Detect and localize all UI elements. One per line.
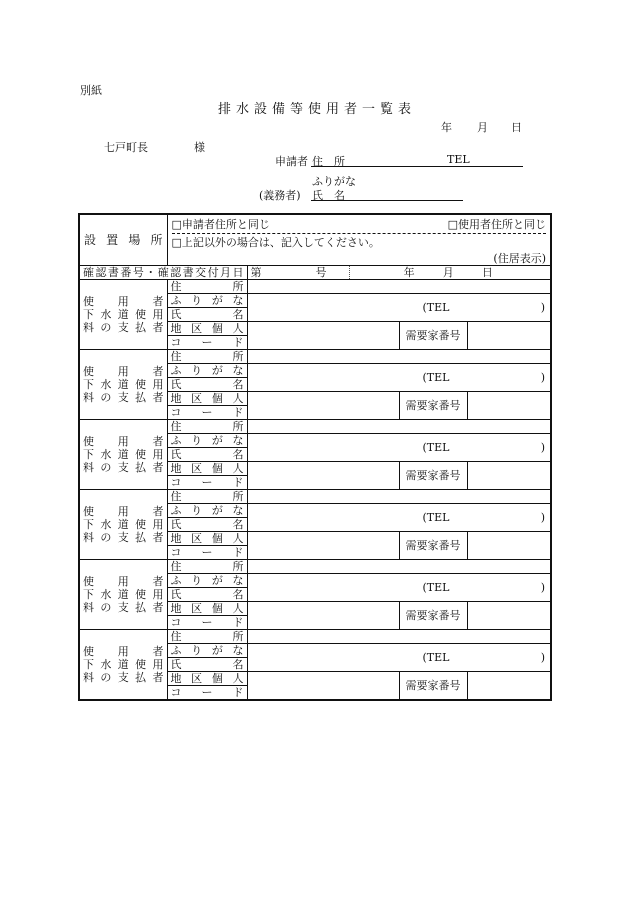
- payer-tel-open: (TEL: [422, 651, 450, 664]
- payer-tel-open: (TEL: [422, 371, 450, 384]
- payer-district-label: 地区個人: [167, 602, 247, 616]
- location-row: [79, 214, 551, 266]
- confirmation-day: 日: [481, 266, 493, 279]
- addressee: 七戸町長: [104, 141, 148, 154]
- furigana-label: ふりがな: [312, 175, 356, 188]
- payer-furigana-label: ふりがな: [167, 574, 247, 588]
- payer-furigana-label: ふりがな: [167, 434, 247, 448]
- payer-district-label: 地区個人: [167, 392, 247, 406]
- payer-customer-number-field[interactable]: [467, 392, 551, 420]
- payer-tel-close: ): [540, 371, 545, 384]
- payer-furigana-label: ふりがな: [167, 294, 247, 308]
- applicant-tel-label: TEL: [447, 153, 470, 166]
- obligor-label: (義務者): [259, 189, 301, 202]
- payer-furigana-label: ふりがな: [167, 504, 247, 518]
- payer-district-label: 地区個人: [167, 322, 247, 336]
- payer-address-field[interactable]: [247, 350, 551, 364]
- payer-address-row: [79, 280, 551, 294]
- honorific: 様: [194, 141, 205, 154]
- payer-address-field[interactable]: [247, 280, 551, 294]
- applicant-name-label: 氏 名: [312, 189, 345, 202]
- payer-address-row: [79, 350, 551, 364]
- payer-name-tel-field[interactable]: [247, 504, 551, 532]
- payer-name-tel-field[interactable]: [247, 364, 551, 392]
- confirmation-year: 年: [403, 266, 415, 279]
- payer-label-line-3: 料の支払者: [83, 601, 164, 614]
- payer-name-tel-field[interactable]: [247, 434, 551, 462]
- payer-label-line-1: 使用者: [83, 295, 164, 308]
- residence-display-note: (住居表示): [493, 251, 546, 265]
- payer-label-line-3: 料の支払者: [83, 671, 164, 684]
- confirmation-row: [79, 266, 551, 280]
- applicant-label: 申請者: [275, 155, 308, 168]
- payer-label-line-3: 料の支払者: [83, 461, 164, 474]
- date-year-label: 年: [441, 121, 452, 134]
- applicant-name-underline: [311, 200, 463, 201]
- payer-district-label: 地区個人: [167, 672, 247, 686]
- payer-customer-number-field[interactable]: [467, 602, 551, 630]
- payer-label-line-2: 下水道使用: [83, 448, 164, 461]
- confirmation-label: 確認書番号・確認書交付月日: [79, 266, 247, 280]
- payer-name-label: 氏名: [167, 588, 247, 602]
- payer-address-label: 住所: [167, 490, 247, 504]
- date-day-label: 日: [511, 121, 522, 134]
- payer-address-field[interactable]: [247, 490, 551, 504]
- payer-name-tel-field[interactable]: [247, 644, 551, 672]
- payer-tel-open: (TEL: [422, 511, 450, 524]
- payer-label-line-1: 使用者: [83, 575, 164, 588]
- user-list-table: [78, 213, 552, 701]
- payer-code-label: コード: [167, 476, 247, 490]
- payer-district-label: 地区個人: [167, 462, 247, 476]
- payer-address-label: 住所: [167, 420, 247, 434]
- payer-address-field[interactable]: [247, 560, 551, 574]
- payer-address-field[interactable]: [247, 420, 551, 434]
- payer-address-label: 住所: [167, 350, 247, 364]
- payer-label-line-3: 料の支払者: [83, 321, 164, 334]
- payer-furigana-label: ふりがな: [167, 644, 247, 658]
- payer-code-label: コード: [167, 616, 247, 630]
- payer-furigana-label: ふりがな: [167, 364, 247, 378]
- payer-customer-number-label: 需要家番号: [399, 532, 467, 560]
- payer-district-code-field[interactable]: [247, 532, 399, 560]
- payer-label: [79, 350, 167, 420]
- confirmation-month: 月: [442, 266, 454, 279]
- same-as-applicant-checkbox[interactable]: □申請者住所と同じ: [171, 217, 270, 231]
- payer-address-label: 住所: [167, 560, 247, 574]
- payer-address-row: [79, 420, 551, 434]
- payer-name-label: 氏名: [167, 658, 247, 672]
- payer-code-label: コード: [167, 686, 247, 701]
- confirmation-number-suffix: 号: [315, 266, 327, 279]
- payer-address-label: 住所: [167, 630, 247, 644]
- payer-label-line-1: 使用者: [83, 435, 164, 448]
- confirmation-field[interactable]: [247, 266, 551, 280]
- payer-customer-number-field[interactable]: [467, 322, 551, 350]
- payer-tel-close: ): [540, 441, 545, 454]
- date-month-label: 月: [477, 121, 488, 134]
- payer-tel-close: ): [540, 581, 545, 594]
- payer-name-label: 氏名: [167, 448, 247, 462]
- payer-customer-number-label: 需要家番号: [399, 602, 467, 630]
- payer-customer-number-label: 需要家番号: [399, 672, 467, 701]
- location-options: [167, 214, 551, 266]
- payer-tel-open: (TEL: [422, 441, 450, 454]
- applicant-address-label: 住 所: [312, 155, 345, 168]
- payer-name-label: 氏名: [167, 518, 247, 532]
- payer-address-label: 住所: [167, 280, 247, 294]
- payer-customer-number-label: 需要家番号: [399, 462, 467, 490]
- payer-tel-close: ): [540, 301, 545, 314]
- payer-label: [79, 560, 167, 630]
- payer-name-label: 氏名: [167, 308, 247, 322]
- payer-label-line-1: 使用者: [83, 645, 164, 658]
- payer-customer-number-field[interactable]: [467, 672, 551, 701]
- payer-code-label: コード: [167, 546, 247, 560]
- payer-label-line-3: 料の支払者: [83, 531, 164, 544]
- payer-district-code-field[interactable]: [247, 672, 399, 701]
- payer-code-label: コード: [167, 406, 247, 420]
- payer-tel-close: ): [540, 651, 545, 664]
- payer-groups: [79, 280, 551, 701]
- payer-address-row: [79, 630, 551, 644]
- payer-name-tel-field[interactable]: [247, 574, 551, 602]
- payer-address-row: [79, 490, 551, 504]
- other-location-checkbox[interactable]: □上記以外の場合は、記入してください。: [171, 235, 380, 249]
- payer-district-code-field[interactable]: [247, 602, 399, 630]
- payer-label-line-3: 料の支払者: [83, 391, 164, 404]
- payer-customer-number-field[interactable]: [467, 462, 551, 490]
- payer-label-line-2: 下水道使用: [83, 658, 164, 671]
- payer-district-code-field[interactable]: [247, 462, 399, 490]
- payer-district-code-field[interactable]: [247, 322, 399, 350]
- payer-label: [79, 490, 167, 560]
- payer-code-label: コード: [167, 336, 247, 350]
- payer-label-line-2: 下水道使用: [83, 378, 164, 391]
- payer-label: [79, 280, 167, 350]
- page-title: 排水設備等使用者一覧表: [218, 102, 417, 117]
- payer-tel-open: (TEL: [422, 301, 450, 314]
- payer-label-line-2: 下水道使用: [83, 588, 164, 601]
- payer-customer-number-field[interactable]: [467, 532, 551, 560]
- payer-customer-number-label: 需要家番号: [399, 392, 467, 420]
- payer-district-code-field[interactable]: [247, 392, 399, 420]
- payer-name-tel-field[interactable]: [247, 294, 551, 322]
- payer-name-label: 氏名: [167, 378, 247, 392]
- payer-label-line-1: 使用者: [83, 505, 164, 518]
- payer-tel-open: (TEL: [422, 581, 450, 594]
- applicant-address-underline: [311, 166, 523, 167]
- payer-label-line-2: 下水道使用: [83, 518, 164, 531]
- payer-customer-number-label: 需要家番号: [399, 322, 467, 350]
- location-label: 設置場所: [79, 214, 167, 266]
- payer-district-label: 地区個人: [167, 532, 247, 546]
- payer-address-field[interactable]: [247, 630, 551, 644]
- payer-label-line-2: 下水道使用: [83, 308, 164, 321]
- same-as-user-checkbox[interactable]: □使用者住所と同じ: [447, 217, 546, 231]
- confirmation-number-prefix: 第: [250, 266, 262, 279]
- payer-address-row: [79, 560, 551, 574]
- payer-tel-close: ): [540, 511, 545, 524]
- payer-label-line-1: 使用者: [83, 365, 164, 378]
- payer-label: [79, 420, 167, 490]
- attachment-label: 別紙: [80, 84, 102, 97]
- payer-label: [79, 630, 167, 701]
